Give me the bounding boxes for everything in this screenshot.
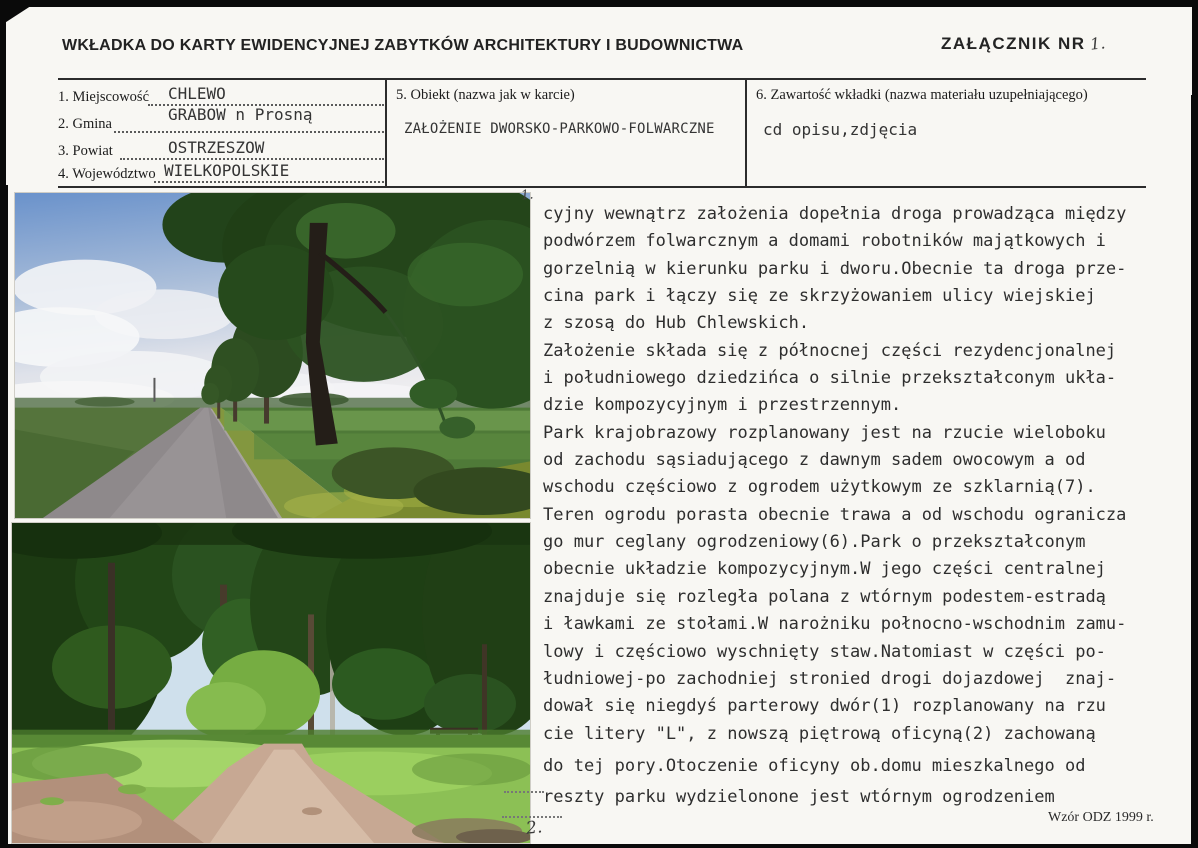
- table-top-border: [58, 78, 1146, 80]
- field-gmina-label: 2. Gmina: [58, 116, 112, 132]
- photo-country-road-art: [15, 193, 530, 518]
- scan-edge-right: [1191, 95, 1198, 848]
- body-line: cina park i łączy się ze skrzyżowaniem ulicy wiejskiej: [543, 286, 1096, 307]
- field-gmina-dots: [114, 131, 384, 133]
- field-obiekt-label: 5. Obiekt (nazwa jak w karcie): [396, 87, 575, 103]
- field-zawartosc-label: 6. Zawartość wkładki (nazwa materiału uzupełniającego): [756, 87, 1088, 103]
- photo-park-clearing: [11, 522, 531, 844]
- field-zawartosc-value: cd opisu,zdjęcia: [763, 120, 918, 139]
- scan-edge-left: [0, 185, 8, 848]
- dotted-guide-2: [502, 816, 562, 818]
- body-line: do tej pory.Otoczenie oficyny ob.domu mieszkalnego od: [543, 755, 1086, 776]
- field-wojewodztwo-value: WIELKOPOLSKIE: [164, 161, 290, 180]
- body-line: cyjny wewnątrz założenia dopełnia droga prowadząca między: [543, 204, 1127, 224]
- body-line: gorzelnią w kierunku parku i dworu.Obecnie ta droga prze-: [543, 258, 1127, 279]
- body-line: go mur ceglany ogrodzeniowy(6).Park o przekształconym: [543, 532, 1086, 553]
- body-line: od zachodu sąsiadującego z dawnym sadem owocowym a od: [543, 450, 1086, 471]
- tree-wall: [12, 523, 530, 762]
- table-divider-1: [385, 79, 387, 188]
- field-powiat-value: OSTRZESZOW: [168, 138, 265, 157]
- field-miejscowosc-label: 1. Miejscowość: [58, 89, 150, 105]
- body-line: dował się niegdyś parterowy dwór(1) rozplanowany na rzu: [543, 696, 1106, 717]
- body-line: z szosą do Hub Chlewskich.: [543, 313, 810, 334]
- form-version-note: Wzór ODZ 1999 r.: [1048, 810, 1154, 825]
- body-line: obecnie układzie kompozycyjnym.W jego części centralnej: [543, 559, 1106, 580]
- field-powiat-dots: [120, 158, 384, 160]
- body-line: wschodu częściowo z ogrodem użytkowym ze szklarnią(7).: [543, 477, 1096, 498]
- body-line: Założenie składa się z północnej części rezydencjonalnej: [543, 340, 1117, 361]
- table-divider-2: [745, 79, 747, 188]
- field-wojewodztwo-dots: [154, 181, 384, 183]
- body-line: Park krajobrazowy rozplanowany jest na rzucie wieloboku: [543, 422, 1106, 443]
- table-bottom-border: [58, 186, 1146, 188]
- field-gmina-value: GRABOW n Prosną: [168, 105, 313, 124]
- annex-label-text: ZAŁĄCZNIK NR: [941, 34, 1086, 53]
- page-marker-top-handwritten: 1.: [520, 187, 535, 204]
- body-line: łudniowej-po zachodniej stronied drogi dojazdowej znaj-: [543, 668, 1117, 689]
- body-line: znajduje się rozległa polana z wtórnym podestem-estradą: [543, 586, 1106, 607]
- body-line: Teren ogrodu porasta obecnie trawa a od wschodu ogranicza: [543, 504, 1127, 525]
- body-line: cie litery "L", z nowszą piętrową oficyną(2) zachowaną: [543, 723, 1096, 744]
- annex-label: [941, 34, 1105, 54]
- field-wojewodztwo-label: 4. Województwo: [58, 166, 156, 182]
- scan-edge-bottom: [0, 844, 1198, 848]
- typewritten-text-block: [543, 201, 1137, 812]
- field-powiat-label: 3. Powiat: [58, 143, 113, 159]
- field-obiekt-value: ZAŁOŻENIE DWORSKO-PARKOWO-FOLWARCZNE: [404, 121, 715, 137]
- photo-park-clearing-art: [12, 523, 530, 843]
- page-title: WKŁADKA DO KARTY EWIDENCYJNEJ ZABYTKÓW ARCHITEKTURY I BUDOWNICTWA: [62, 37, 744, 54]
- scan-edge-top: [0, 0, 1198, 7]
- field-miejscowosc-value: CHLEWO: [168, 84, 226, 103]
- meadow-and-path: [12, 730, 530, 843]
- page-marker-bottom-handwritten: 2.: [524, 817, 544, 839]
- body-line: i ławkami ze stołami.W narożniku połnocno-wschodnim zamu-: [543, 614, 1127, 635]
- photo-country-road: [14, 192, 531, 519]
- body-line: reszty parku wydzielonone jest wtórnym ogrodzeniem: [543, 787, 1055, 808]
- annex-number-handwritten: 1.: [1088, 33, 1106, 54]
- body-line: i południowego dziedzińca o silnie przekształconym ukła-: [543, 368, 1117, 389]
- body-line: dzie kompozycyjnym i przestrzennym.: [543, 395, 902, 416]
- body-line: lowy i częściowo wyschnięty staw.Natomiast w części po-: [543, 641, 1106, 662]
- body-line: podwórzem folwarcznym a domami robotników majątkowych i: [543, 231, 1106, 252]
- dotted-guide-1: [504, 791, 544, 793]
